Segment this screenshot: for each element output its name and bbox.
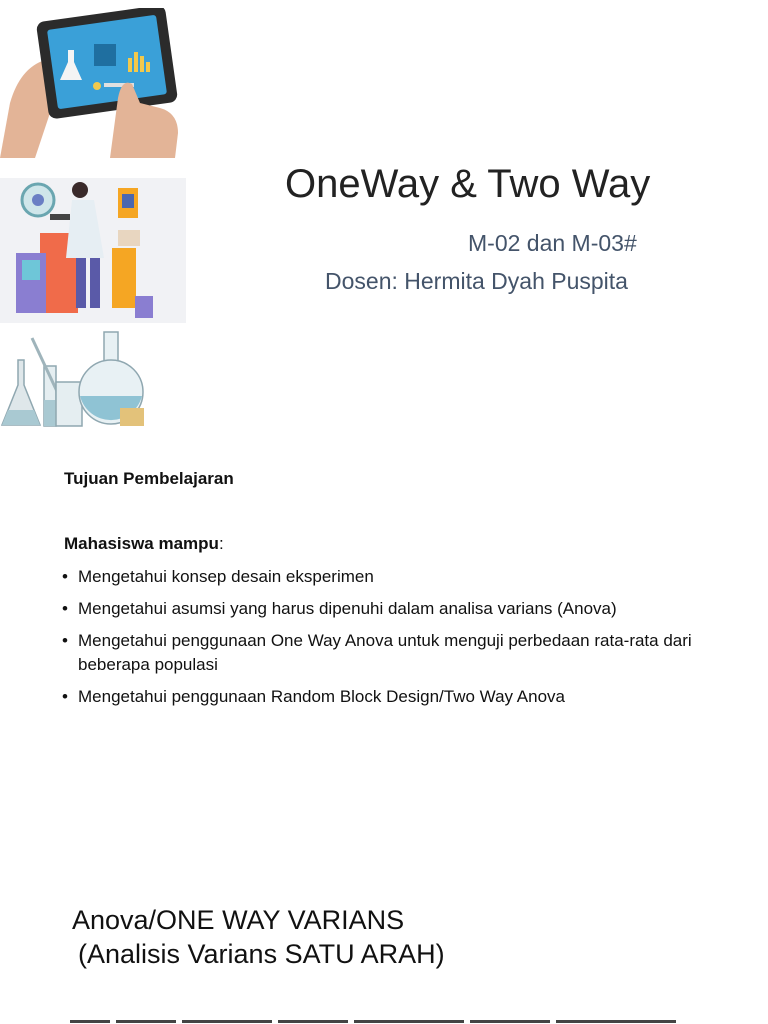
objectives-list — [62, 565, 722, 717]
list-item — [62, 685, 722, 709]
list-item-text: Mengetahui penggunaan Random Block Design/Two Way Anova — [78, 687, 566, 706]
list-item — [62, 597, 722, 621]
objectives-heading: Tujuan Pembelajaran — [64, 469, 234, 488]
objectives-lead-bold: Mahasiswa mampu — [64, 534, 219, 553]
tablet-hands-illustration — [0, 8, 185, 158]
list-item — [62, 629, 722, 677]
list-item-text: Mengetahui konsep desain eksperimen — [78, 567, 374, 586]
list-item-text: Mengetahui penggunaan One Way Anova untuk menguji perbedaan rata-rata dari beberapa populasi — [78, 631, 692, 674]
section-title-line1: Anova/ONE WAY VARIANS — [72, 905, 405, 935]
bullet-icon: • — [62, 631, 68, 650]
section-title — [72, 903, 445, 971]
slide-subtitle-code: M-02 dan M-03# — [468, 230, 637, 256]
list-item-text: Mengetahui asumsi yang harus dipenuhi dalam analisa varians (Anova) — [78, 599, 617, 618]
objectives-lead — [64, 534, 224, 554]
lab-glassware-illustration — [0, 330, 150, 430]
bullet-icon: • — [62, 567, 68, 586]
slide-subtitle-lecturer: Dosen: Hermita Dyah Puspita — [325, 268, 628, 294]
truncated-text-line — [70, 1016, 710, 1024]
slide-title: OneWay & Two Way — [285, 162, 651, 206]
objectives-lead-colon: : — [218, 534, 224, 553]
section-title-line2: (Analisis Varians SATU ARAH) — [78, 939, 445, 969]
scientist-microscope-illustration — [0, 178, 186, 323]
list-item — [62, 565, 722, 589]
bullet-icon: • — [62, 687, 68, 706]
bullet-icon: • — [62, 599, 68, 618]
